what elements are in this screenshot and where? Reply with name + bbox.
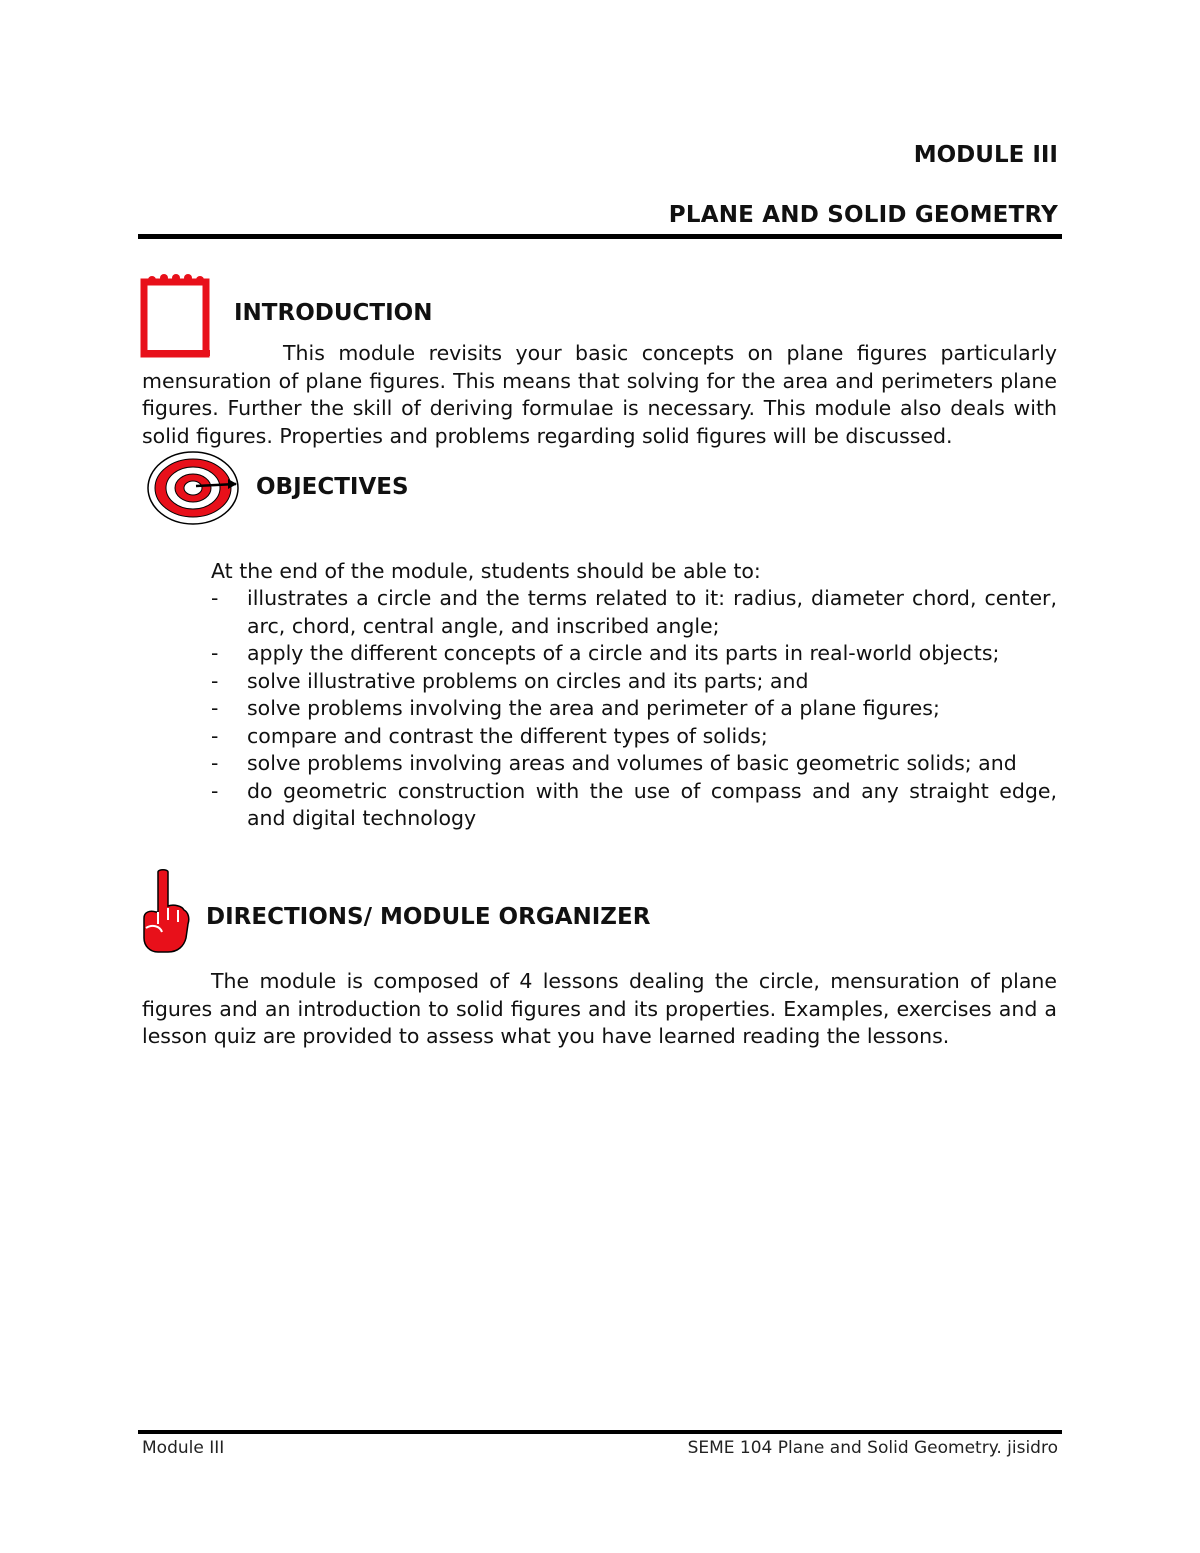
directions-heading: DIRECTIONS/ MODULE ORGANIZER	[206, 904, 651, 930]
pointing-hand-icon	[138, 868, 192, 956]
list-item: - compare and contrast the different types of solids;	[211, 723, 768, 748]
list-item: - illustrates a circle and the terms related to it: radius, diameter chord, center, arc, chord, central angle, and inscribed angle;	[211, 586, 1057, 638]
objectives-lead: At the end of the module, students should be able to:	[211, 559, 761, 583]
module-number: MODULE III	[913, 142, 1058, 168]
footer-right: SEME 104 Plane and Solid Geometry. jisidro	[687, 1438, 1058, 1458]
target-icon	[146, 450, 242, 526]
list-item: - solve illustrative problems on circles and its parts; and	[211, 668, 809, 693]
list-item: - do geometric construction with the use of compass and any straight edge, and digital technology	[211, 778, 1057, 830]
objectives-heading: OBJECTIVES	[256, 474, 409, 500]
list-item: - apply the different concepts of a circle and its parts in real-world objects;	[211, 641, 1000, 665]
objectives-list	[211, 585, 1057, 833]
footer-rule	[138, 1430, 1062, 1434]
list-item: - solve problems involving the area and perimeter of a plane figures;	[211, 696, 940, 720]
introduction-text: This module revisits your basic concepts on plane figures particularly mensuration of plane figures. This means that solving for the area and perimeters plane figures. Further the skill of deriving formulae is necessary. This module also deals with solid figures. Properties and problems regarding solid figures will be discussed.	[142, 341, 1057, 448]
footer-left: Module III	[142, 1438, 225, 1458]
directions-text: The module is composed of 4 lessons dealing the circle, mensuration of plane figures and an introduction to solid figures and its properties. Examples, exercises and a lesson quiz are provided to assess what you have learned reading the lessons.	[142, 969, 1057, 1048]
header-rule	[138, 234, 1062, 239]
list-item: - solve problems involving areas and volumes of basic geometric solids; and	[211, 751, 1017, 775]
introduction-heading: INTRODUCTION	[234, 300, 433, 326]
module-title: PLANE AND SOLID GEOMETRY	[668, 202, 1058, 228]
